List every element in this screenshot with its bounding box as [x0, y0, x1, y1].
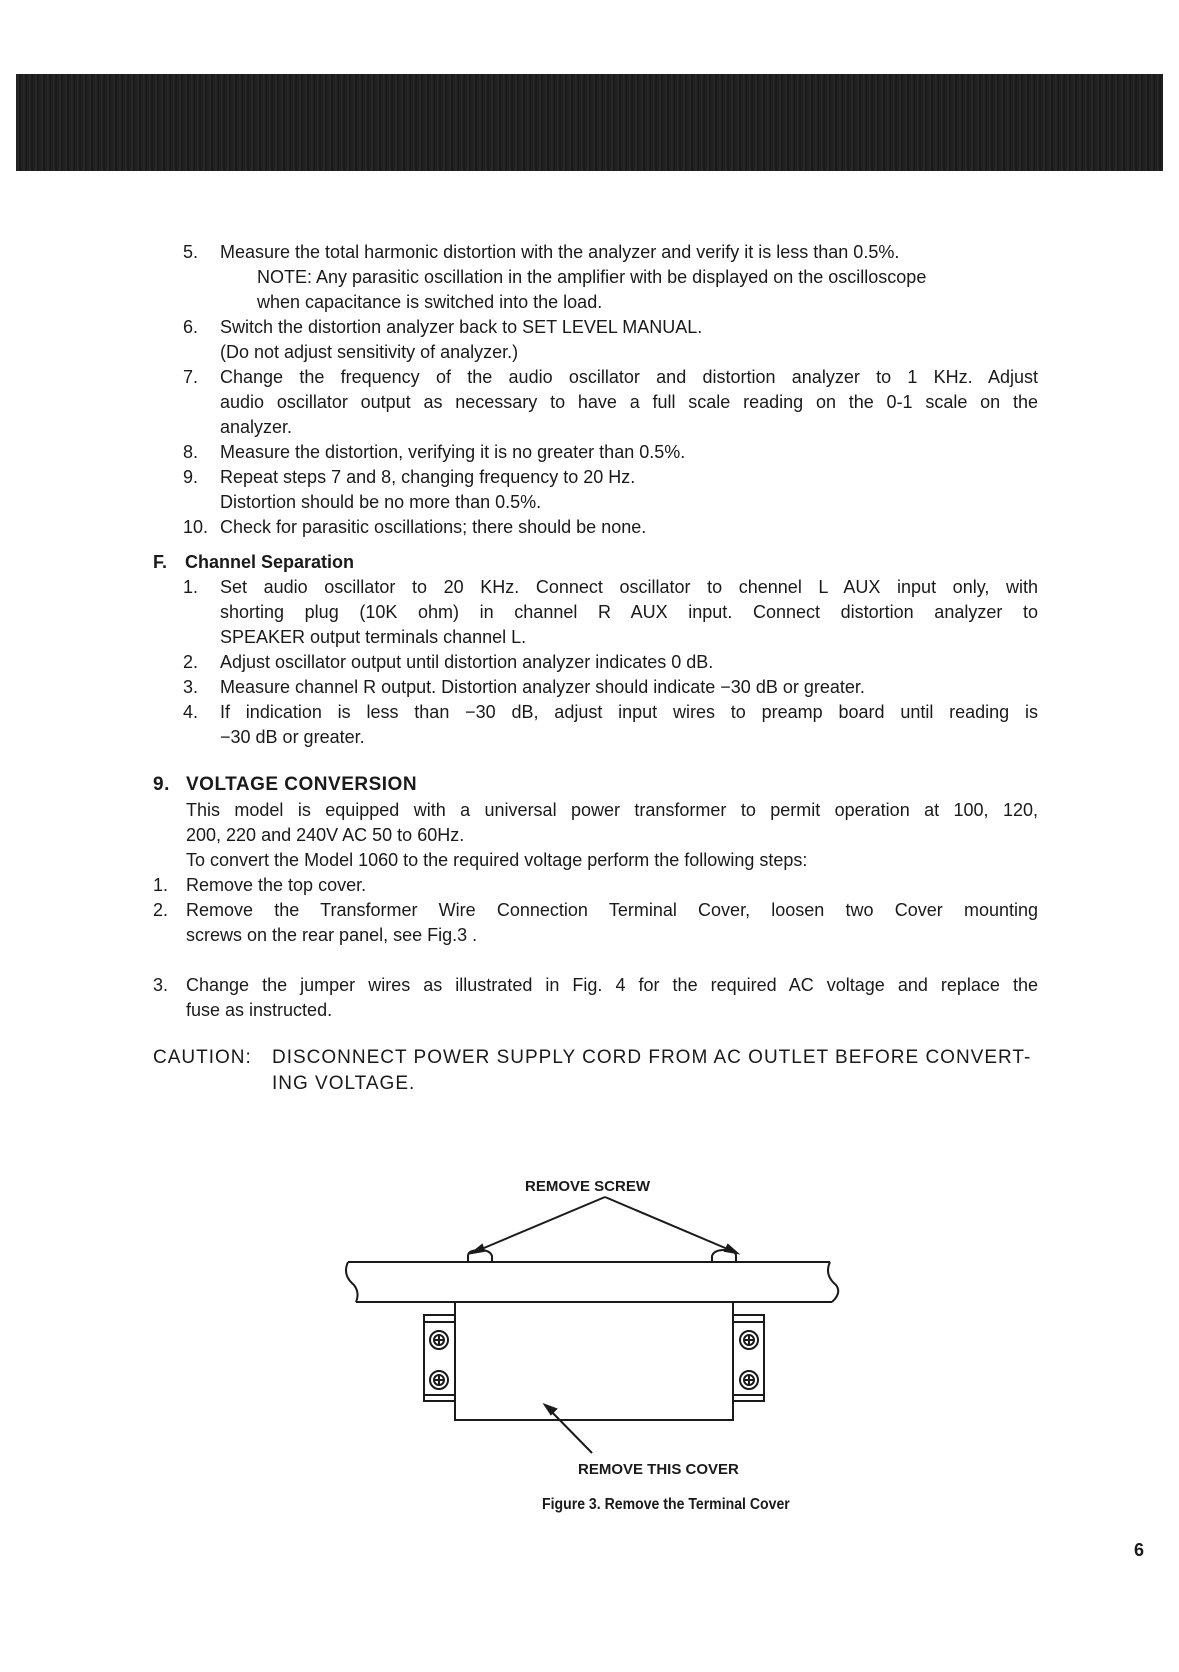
- step-number: 3.: [153, 975, 169, 995]
- step-number: 2.: [183, 652, 199, 672]
- note-text: NOTE: Any parasitic oscillation in the amplifier with be displayed on the oscilloscope: [257, 267, 927, 287]
- intro-text: This model is equipped with a universal power transformer to permit operation at 100, 120,: [186, 800, 1038, 820]
- step-text: Measure the total harmonic distortion with the analyzer and verify it is less than 0.5%.: [220, 242, 900, 262]
- step-text: Repeat steps 7 and 8, changing frequency to 20 Hz.: [220, 467, 636, 487]
- step-number: 1.: [153, 875, 169, 895]
- step-text: (Do not adjust sensitivity of analyzer.): [220, 342, 519, 362]
- step-text: Set audio oscillator to 20 KHz. Connect oscillator to chennel L AUX input only, with: [220, 577, 1038, 597]
- section-letter: F.: [153, 552, 168, 572]
- step-text: Measure the distortion, verifying it is no greater than 0.5%.: [220, 442, 686, 462]
- arrow-head-bottom: [545, 1405, 556, 1414]
- step-number: 6.: [183, 317, 199, 337]
- step-text: fuse as instructed.: [186, 1000, 333, 1020]
- terminal-cover: [455, 1302, 733, 1420]
- step-number: 9.: [183, 467, 199, 487]
- step-text: Distortion should be no more than 0.5%.: [220, 492, 542, 512]
- panel-break-left: [346, 1262, 358, 1302]
- step-text: Switch the distortion analyzer back to SET LEVEL MANUAL.: [220, 317, 703, 337]
- step-text: If indication is less than −30 dB, adjust input wires to preamp board until reading is: [220, 702, 1038, 722]
- intro-text: To convert the Model 1060 to the required voltage perform the following steps:: [186, 850, 808, 870]
- arrow-line-left: [472, 1197, 605, 1253]
- step-number: 2.: [153, 900, 169, 920]
- step-text: Measure channel R output. Distortion analyzer should indicate −30 dB or greater.: [220, 677, 865, 697]
- arrow-head-left: [472, 1245, 484, 1253]
- caution-label: CAUTION:: [153, 1047, 252, 1068]
- figure-caption: Figure 3. Remove the Terminal Cover: [542, 1496, 790, 1513]
- panel-break-right: [828, 1262, 838, 1302]
- step-text: shorting plug (10K ohm) in channel R AUX input. Connect distortion analyzer to: [220, 602, 1038, 622]
- figure-label-cover: REMOVE THIS COVER: [578, 1461, 739, 1478]
- step-text: Remove the Transformer Wire Connection Terminal Cover, loosen two Cover mounting: [186, 900, 1038, 920]
- step-text: Adjust oscillator output until distortion analyzer indicates 0 dB.: [220, 652, 714, 672]
- page-number: 6: [1134, 1540, 1145, 1560]
- step-text: Change the frequency of the audio oscillator and distortion analyzer to 1 KHz. Adjust: [220, 367, 1038, 387]
- step-text: Remove the top cover.: [186, 875, 367, 895]
- step-text: audio oscillator output as necessary to have a full scale reading on the 0-1 scale on the: [220, 392, 1038, 412]
- section-number: 9.: [153, 774, 170, 795]
- section-title: VOLTAGE CONVERSION: [186, 774, 418, 795]
- intro-text: 200, 220 and 240V AC 50 to 60Hz.: [186, 825, 465, 845]
- terminal-cover-diagram: [320, 1195, 840, 1455]
- note-text: when capacitance is switched into the load.: [257, 292, 603, 312]
- arrow-line-right: [605, 1197, 737, 1253]
- step-text: Check for parasitic oscillations; there should be none.: [220, 517, 647, 537]
- step-text: screws on the rear panel, see Fig.3 .: [186, 925, 478, 945]
- step-number: 7.: [183, 367, 199, 387]
- step-number: 5.: [183, 242, 199, 262]
- step-number: 3.: [183, 677, 199, 697]
- caution-text: DISCONNECT POWER SUPPLY CORD FROM AC OUTLET BEFORE CONVERT-: [272, 1047, 1032, 1068]
- step-text: analyzer.: [220, 417, 293, 437]
- caution-text: ING VOLTAGE.: [272, 1073, 416, 1094]
- step-text: −30 dB or greater.: [220, 727, 365, 747]
- step-number: 8.: [183, 442, 199, 462]
- step-number: 4.: [183, 702, 199, 722]
- step-number: 10.: [183, 517, 209, 537]
- bracket-screws: [430, 1331, 758, 1389]
- section-title: Channel Separation: [185, 552, 355, 572]
- step-text: Change the jumper wires as illustrated in Fig. 4 for the required AC voltage and replace the: [186, 975, 1038, 995]
- step-number: 1.: [183, 577, 199, 597]
- step-text: SPEAKER output terminals channel L.: [220, 627, 527, 647]
- figure-label-screw: REMOVE SCREW: [525, 1178, 651, 1195]
